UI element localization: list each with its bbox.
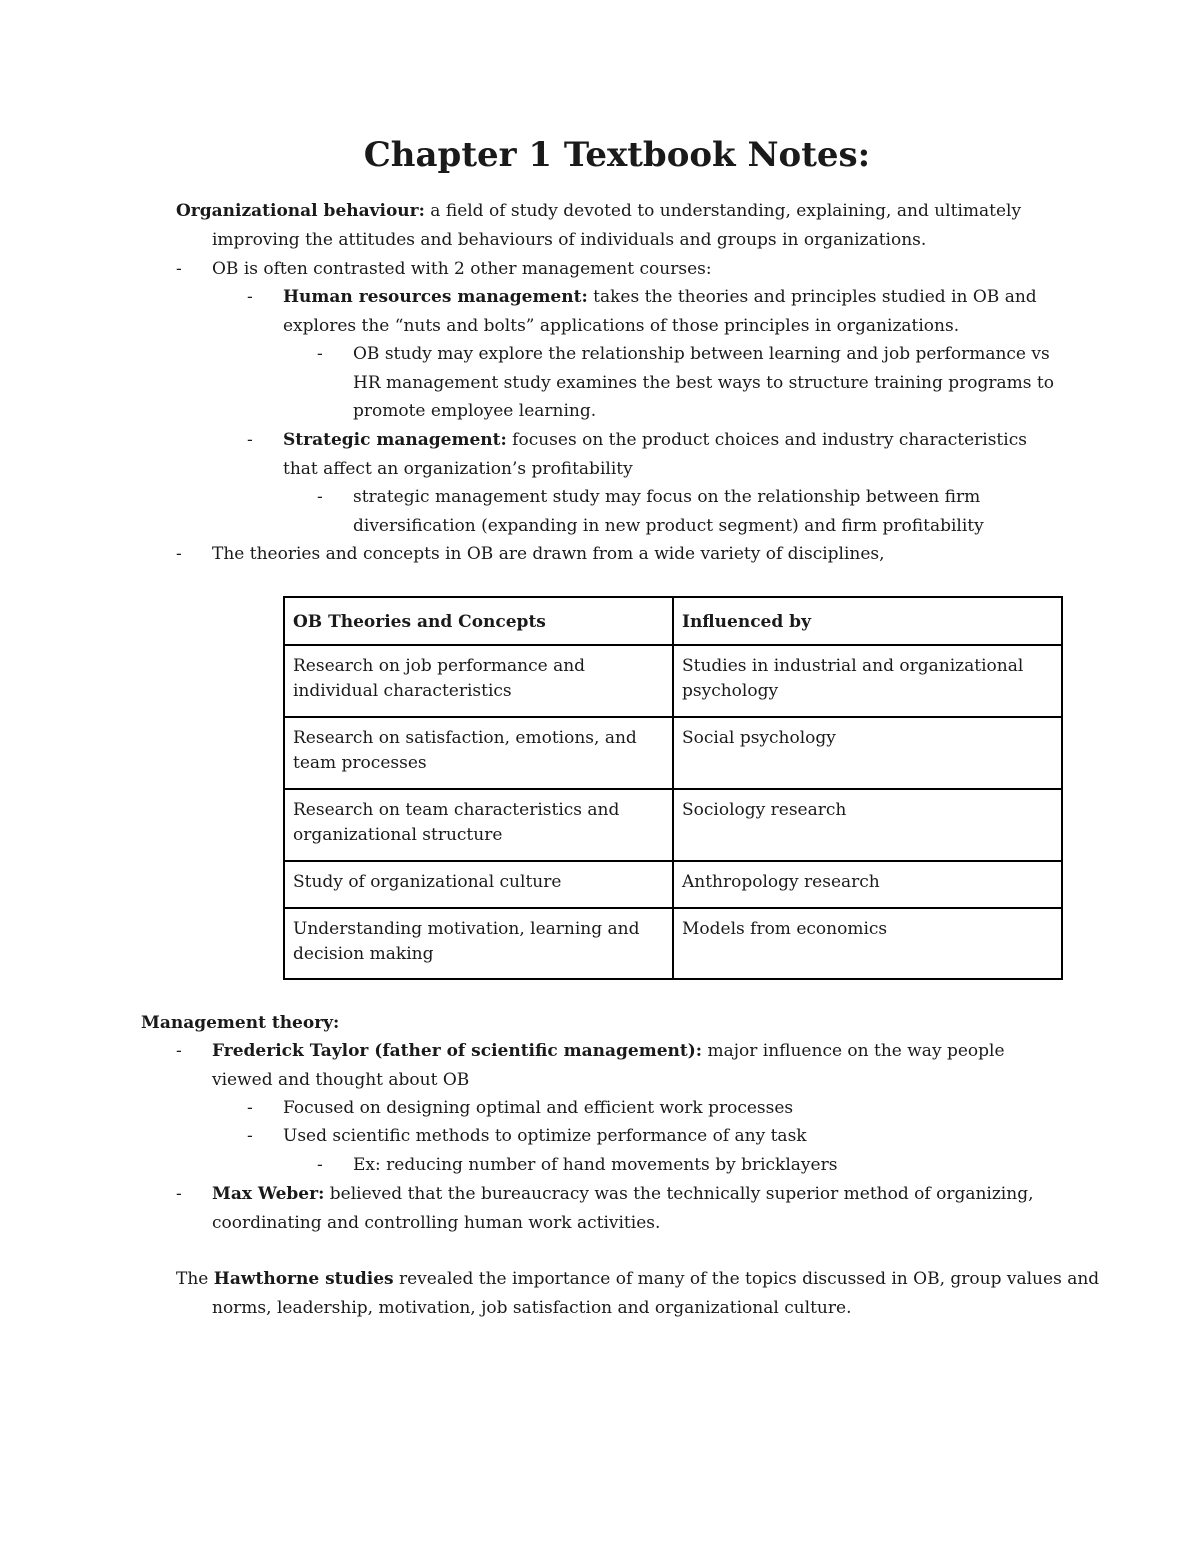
- bullet-dash: -: [317, 1155, 323, 1175]
- weber-text: believed that the bureaucracy was the technically superior method of organizing, coordinating and controlling human work activities.: [212, 1184, 1034, 1233]
- weber-term: Max Weber:: [212, 1184, 325, 1204]
- disciplines-item: [176, 540, 1056, 569]
- management-theory-heading: [141, 1009, 741, 1038]
- strategic-example-text: strategic management study may focus on the relationship between firm diversification (expanding in new product segment) and firm profitability: [353, 487, 984, 536]
- strategic-term: Strategic management:: [283, 430, 507, 450]
- bullet-dash: -: [247, 430, 253, 450]
- taylor-point-1-text: Focused on designing optimal and efficient work processes: [283, 1098, 794, 1118]
- hrm-text: takes the theories and principles studied in OB and explores the “nuts and bolts” applications of those principles in organizations.: [283, 287, 1037, 336]
- table-cell: Study of organizational culture: [284, 861, 673, 908]
- table-row: [284, 861, 1062, 908]
- table-cell: Studies in industrial and organizational psychology: [673, 645, 1062, 717]
- strategic-example-item: [317, 483, 1057, 540]
- table-header-cell: OB Theories and Concepts: [284, 597, 673, 645]
- taylor-example: [317, 1151, 1057, 1180]
- ob-contrast-text: OB is often contrasted with 2 other management courses:: [212, 259, 712, 279]
- table-cell: Research on team characteristics and organizational structure: [284, 789, 673, 861]
- ob-contrast-item: [176, 255, 1056, 284]
- table-header-cell: Influenced by: [673, 597, 1062, 645]
- table-row: [284, 645, 1062, 717]
- bullet-dash: -: [247, 1098, 253, 1118]
- table-cell: Research on satisfaction, emotions, and team processes: [284, 717, 673, 789]
- table-cell: Anthropology research: [673, 861, 1062, 908]
- hrm-example-item: [317, 340, 1057, 426]
- taylor-point-2-text: Used scientific methods to optimize performance of any task: [283, 1126, 807, 1146]
- bullet-dash: -: [247, 287, 253, 307]
- ob-definition: [176, 197, 1082, 254]
- hawthorne-term: Hawthorne studies: [213, 1269, 394, 1289]
- hrm-example-text: OB study may explore the relationship between learning and job performance vs HR management study examines the best ways to structure training programs to promote employee learning.: [353, 344, 1054, 422]
- taylor-item: [176, 1037, 1006, 1094]
- management-theory-heading-text: Management theory:: [141, 1013, 340, 1033]
- hawthorne-text: revealed the importance of many of the topics discussed in OB, group values and norms, leadership, motivation, job satisfaction and organizational culture.: [212, 1269, 1100, 1318]
- table-cell: Sociology research: [673, 789, 1062, 861]
- ob-disciplines-table: [283, 596, 1063, 980]
- table-row: [284, 789, 1062, 861]
- weber-item: [176, 1180, 1046, 1237]
- taylor-text: major influence on the way people viewed and thought about OB: [212, 1041, 1005, 1090]
- hrm-term: Human resources management:: [283, 287, 588, 307]
- bullet-dash: -: [176, 1041, 182, 1061]
- taylor-point-1: [247, 1094, 1047, 1123]
- hawthorne-paragraph: [176, 1265, 1112, 1322]
- taylor-term: Frederick Taylor (father of scientific management):: [212, 1041, 703, 1061]
- taylor-example-text: Ex: reducing number of hand movements by bricklayers: [353, 1155, 838, 1175]
- bullet-dash: -: [176, 544, 182, 564]
- strategic-item: [247, 426, 1057, 483]
- bullet-dash: -: [176, 1184, 182, 1204]
- table-cell: Research on job performance and individual characteristics: [284, 645, 673, 717]
- strategic-text: focuses on the product choices and industry characteristics that affect an organization’s profitability: [283, 430, 1027, 479]
- bullet-dash: -: [176, 259, 182, 279]
- taylor-point-2: [247, 1122, 1047, 1151]
- disciplines-text: The theories and concepts in OB are drawn from a wide variety of disciplines,: [212, 544, 885, 564]
- table-cell: Social psychology: [673, 717, 1062, 789]
- bullet-dash: -: [317, 487, 323, 507]
- bullet-dash: -: [247, 1126, 253, 1146]
- table-header-row: [284, 597, 1062, 645]
- table-cell: Understanding motivation, learning and decision making: [284, 908, 673, 979]
- hawthorne-pre: The: [176, 1269, 214, 1289]
- ob-definition-term: Organizational behaviour:: [176, 201, 425, 221]
- bullet-dash: -: [317, 344, 323, 364]
- ob-definition-text: a field of study devoted to understanding, explaining, and ultimately improving the attitudes and behaviours of individuals and groups in organizations.: [212, 201, 1022, 250]
- page-title: Chapter 1 Textbook Notes:: [363, 135, 871, 175]
- table-cell: Models from economics: [673, 908, 1062, 979]
- table-row: [284, 908, 1062, 979]
- hrm-item: [247, 283, 1037, 340]
- table-row: [284, 717, 1062, 789]
